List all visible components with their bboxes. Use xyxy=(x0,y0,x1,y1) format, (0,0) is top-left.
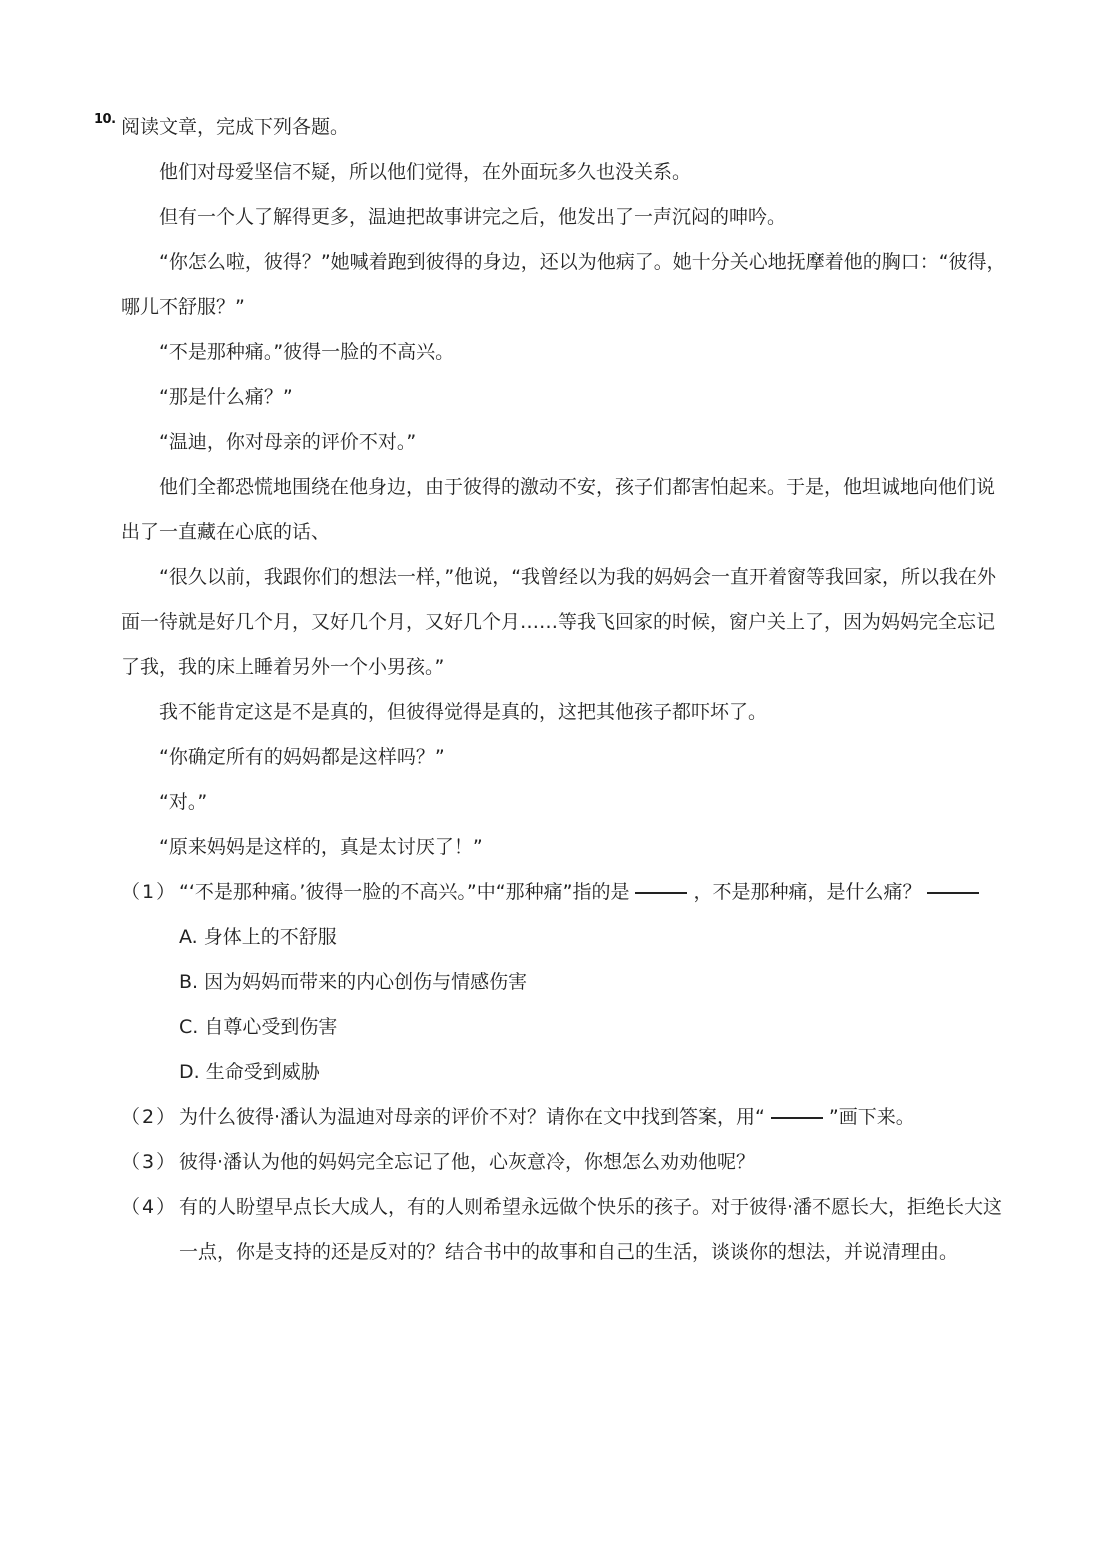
passage-paragraph: “原来妈妈是这样的，真是太讨厌了！” xyxy=(159,836,483,858)
option-c[interactable]: C. 自尊心受到伤害 xyxy=(179,1016,338,1038)
subquestion-4 xyxy=(121,1185,1013,1275)
passage-paragraph: 但有一个人了解得更多，温迪把故事讲完之后，他发出了一声沉闷的呻吟。 xyxy=(159,206,787,228)
underline-sample xyxy=(771,1116,823,1119)
subquestion-text-part: ”画下来。 xyxy=(828,1106,915,1128)
question-number: 10. xyxy=(94,112,116,127)
subquestion-text xyxy=(179,870,1013,915)
option-d[interactable]: D. 生命受到威胁 xyxy=(179,1061,320,1083)
option-a[interactable]: A. 身体上的不舒服 xyxy=(179,926,337,948)
passage-paragraph: “你怎么啦，彼得？”她喊着跑到彼得的身边，还以为他病了。她十分关心地抚摩着他的胸口：“彼得，哪儿不舒服？” xyxy=(121,251,1006,318)
subquestion-text: 彼得·潘认为他的妈妈完全忘记了他，心灰意冷，你想怎么劝劝他呢？ xyxy=(179,1151,756,1173)
subquestion-2 xyxy=(121,1095,1013,1140)
subquestion-number: （2） xyxy=(121,1106,178,1128)
passage-paragraph: “不是那种痛。”彼得一脸的不高兴。 xyxy=(159,341,455,363)
passage-paragraph: 他们对母爱坚信不疑，所以他们觉得，在外面玩多久也没关系。 xyxy=(159,161,692,183)
subquestion-text-part: ，不是那种痛，是什么痛？ xyxy=(693,881,922,903)
subquestion-text-part: 为什么彼得·潘认为温迪对母亲的评价不对？请你在文中找到答案，用“ xyxy=(179,1106,765,1128)
subquestion-1 xyxy=(121,870,1013,915)
answer-options xyxy=(121,915,1013,1095)
passage-paragraph: 他们全都恐慌地围绕在他身边，由于彼得的激动不安，孩子们都害怕起来。于是，他坦诚地向他们说出了一直藏在心底的话、 xyxy=(121,476,996,543)
question-instruction: 阅读文章，完成下列各题。 xyxy=(121,116,350,138)
subquestion-3 xyxy=(121,1140,1013,1185)
answer-blank[interactable] xyxy=(927,891,979,894)
reading-passage xyxy=(121,150,1013,870)
subquestion-text-part: “‘不是那种痛。’彼得一脸的不高兴。”中“那种痛”指的是 xyxy=(179,881,630,903)
subquestion-number: （4） xyxy=(121,1196,178,1218)
subquestion-number: （1） xyxy=(121,881,178,903)
subquestion-text xyxy=(179,1095,1013,1140)
passage-paragraph: “温迪，你对母亲的评价不对。” xyxy=(159,431,417,453)
passage-paragraph: “对。” xyxy=(159,791,208,813)
answer-blank[interactable] xyxy=(635,891,687,894)
passage-paragraph: “你确定所有的妈妈都是这样吗？” xyxy=(159,746,445,768)
option-b[interactable]: B. 因为妈妈而带来的内心创伤与情感伤害 xyxy=(179,971,528,993)
passage-paragraph: “很久以前，我跟你们的想法一样，”他说，“我曾经以为我的妈妈会一直开着窗等我回家，所以我在外面一待就是好几个月，又好几个月，又好几个月……等我飞回家的时候，窗户关上了，因为妈妈完全忘记了我，我的床上睡着另外一个小男孩。” xyxy=(121,566,997,678)
subquestion-number: （3） xyxy=(121,1151,178,1173)
passage-paragraph: “那是什么痛？” xyxy=(159,386,293,408)
subquestion-text: 有的人盼望早点长大成人，有的人则希望永远做个快乐的孩子。对于彼得·潘不愿长大，拒绝长大这一点，你是支持的还是反对的？结合书中的故事和自己的生活，谈谈你的想法，并说清理由。 xyxy=(179,1196,1003,1263)
passage-paragraph: 我不能肯定这是不是真的，但彼得觉得是真的，这把其他孩子都吓坏了。 xyxy=(159,701,768,723)
question-content xyxy=(121,105,1013,1275)
